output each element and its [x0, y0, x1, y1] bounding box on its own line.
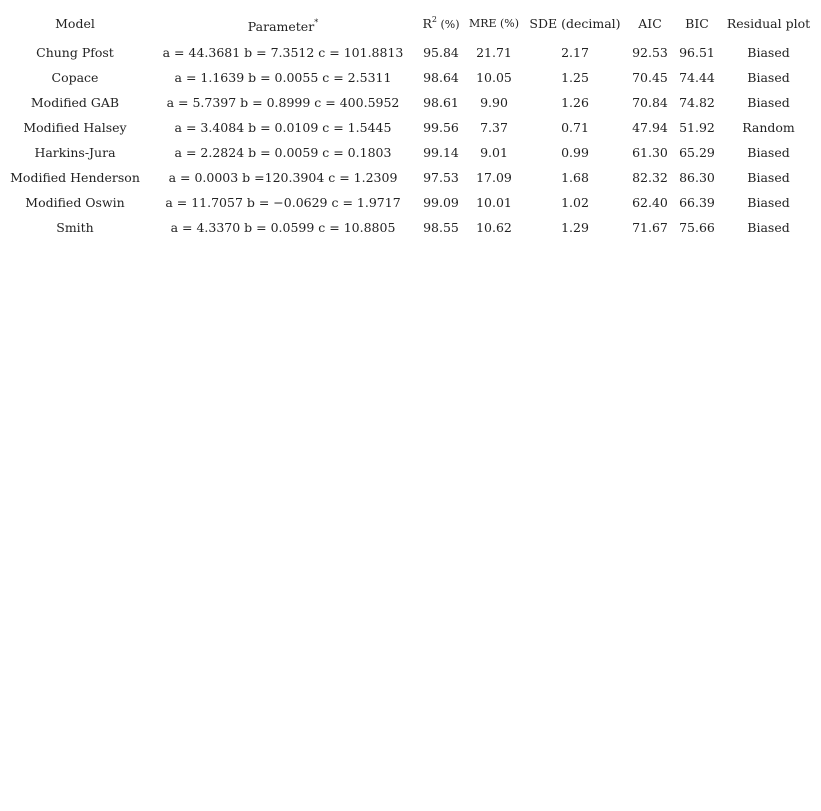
header-r2	[416, 6, 466, 40]
cell-mre: 17.09	[476, 170, 512, 185]
cell-bic: 66.39	[679, 195, 715, 210]
header-parameter	[150, 6, 416, 40]
cell-parameter: a = 4.3370 b = 0.0599 c = 10.8805	[170, 220, 396, 235]
cell-bic: 96.51	[679, 45, 715, 60]
cell-mre: 9.01	[480, 145, 508, 160]
cell-mre: 10.62	[476, 220, 512, 235]
header-r2-unit: (%)	[436, 17, 460, 31]
table-row	[0, 40, 815, 65]
header-r2-label: R	[422, 15, 432, 31]
cell-r2: 98.64	[423, 70, 459, 85]
header-bic: BIC	[685, 15, 709, 31]
cell-mre: 10.01	[476, 195, 512, 210]
header-parameter-footnote: *	[314, 17, 319, 27]
cell-mre: 10.05	[476, 70, 512, 85]
cell-aic: 47.94	[632, 120, 668, 135]
results-table	[0, 6, 815, 240]
cell-parameter: a = 3.4084 b = 0.0109 c = 1.5445	[174, 120, 392, 135]
cell-parameter: a = 2.2824 b = 0.0059 c = 0.1803	[174, 145, 392, 160]
cell-bic: 65.29	[679, 145, 715, 160]
cell-parameter: a = 11.7057 b = −0.0629 c = 1.9717	[165, 195, 401, 210]
cell-residual: Random	[742, 120, 795, 135]
cell-residual: Biased	[747, 220, 790, 235]
table-row	[0, 90, 815, 115]
cell-sde: 1.68	[561, 170, 589, 185]
table-row	[0, 140, 815, 165]
cell-parameter: a = 1.1639 b = 0.0055 c = 2.5311	[174, 70, 392, 85]
cell-r2: 97.53	[423, 170, 459, 185]
table-row	[0, 65, 815, 90]
cell-bic: 74.44	[679, 70, 715, 85]
header-sde: SDE (decimal)	[529, 15, 621, 31]
table-row	[0, 190, 815, 215]
header-aic: AIC	[638, 15, 662, 31]
cell-aic: 71.67	[632, 220, 668, 235]
cell-r2: 99.14	[423, 145, 459, 160]
cell-aic: 62.40	[632, 195, 668, 210]
cell-parameter: a = 44.3681 b = 7.3512 c = 101.8813	[162, 45, 404, 60]
cell-sde: 1.25	[561, 70, 589, 85]
cell-sde: 1.02	[561, 195, 589, 210]
cell-sde: 0.99	[561, 145, 589, 160]
header-row	[0, 6, 815, 40]
cell-aic: 61.30	[632, 145, 668, 160]
header-residual: Residual plot	[726, 15, 811, 31]
header-model: Model	[55, 15, 95, 31]
cell-model: Modified Henderson	[10, 170, 140, 185]
cell-bic: 74.82	[679, 95, 715, 110]
cell-residual: Biased	[747, 70, 790, 85]
cell-model: Chung Pfost	[36, 45, 114, 60]
cell-bic: 75.66	[679, 220, 715, 235]
cell-aic: 82.32	[632, 170, 668, 185]
cell-model: Smith	[56, 220, 94, 235]
cell-sde: 1.26	[561, 95, 589, 110]
cell-r2: 99.56	[423, 120, 459, 135]
cell-mre: 9.90	[480, 95, 508, 110]
cell-model: Harkins-Jura	[34, 145, 116, 160]
cell-residual: Biased	[747, 195, 790, 210]
cell-model: Copace	[51, 70, 99, 85]
cell-residual: Biased	[747, 45, 790, 60]
cell-parameter: a = 0.0003 b =120.3904 c = 1.2309	[168, 170, 398, 185]
cell-r2: 98.61	[423, 95, 459, 110]
table-row	[0, 115, 815, 140]
header-parameter-label: Parameter	[247, 18, 315, 34]
cell-aic: 70.45	[632, 70, 668, 85]
cell-residual: Biased	[747, 170, 790, 185]
cell-mre: 21.71	[476, 45, 512, 60]
cell-model: Modified GAB	[30, 95, 120, 110]
cell-model: Modified Halsey	[23, 120, 127, 135]
cell-mre: 7.37	[480, 120, 508, 135]
cell-sde: 1.29	[561, 220, 589, 235]
cell-r2: 99.09	[423, 195, 459, 210]
cell-bic: 51.92	[679, 120, 715, 135]
cell-model: Modified Oswin	[25, 195, 125, 210]
cell-sde: 0.71	[561, 120, 589, 135]
cell-residual: Biased	[747, 95, 790, 110]
table-row	[0, 215, 815, 240]
table-row	[0, 165, 815, 190]
cell-r2: 95.84	[423, 45, 459, 60]
cell-aic: 70.84	[632, 95, 668, 110]
header-mre: MRE (%)	[468, 16, 520, 30]
cell-residual: Biased	[747, 145, 790, 160]
cell-parameter: a = 5.7397 b = 0.8999 c = 400.5952	[166, 95, 400, 110]
cell-aic: 92.53	[632, 45, 668, 60]
cell-r2: 98.55	[423, 220, 459, 235]
cell-bic: 86.30	[679, 170, 715, 185]
header-r2-superscript: 2	[431, 14, 437, 24]
cell-sde: 2.17	[561, 45, 589, 60]
